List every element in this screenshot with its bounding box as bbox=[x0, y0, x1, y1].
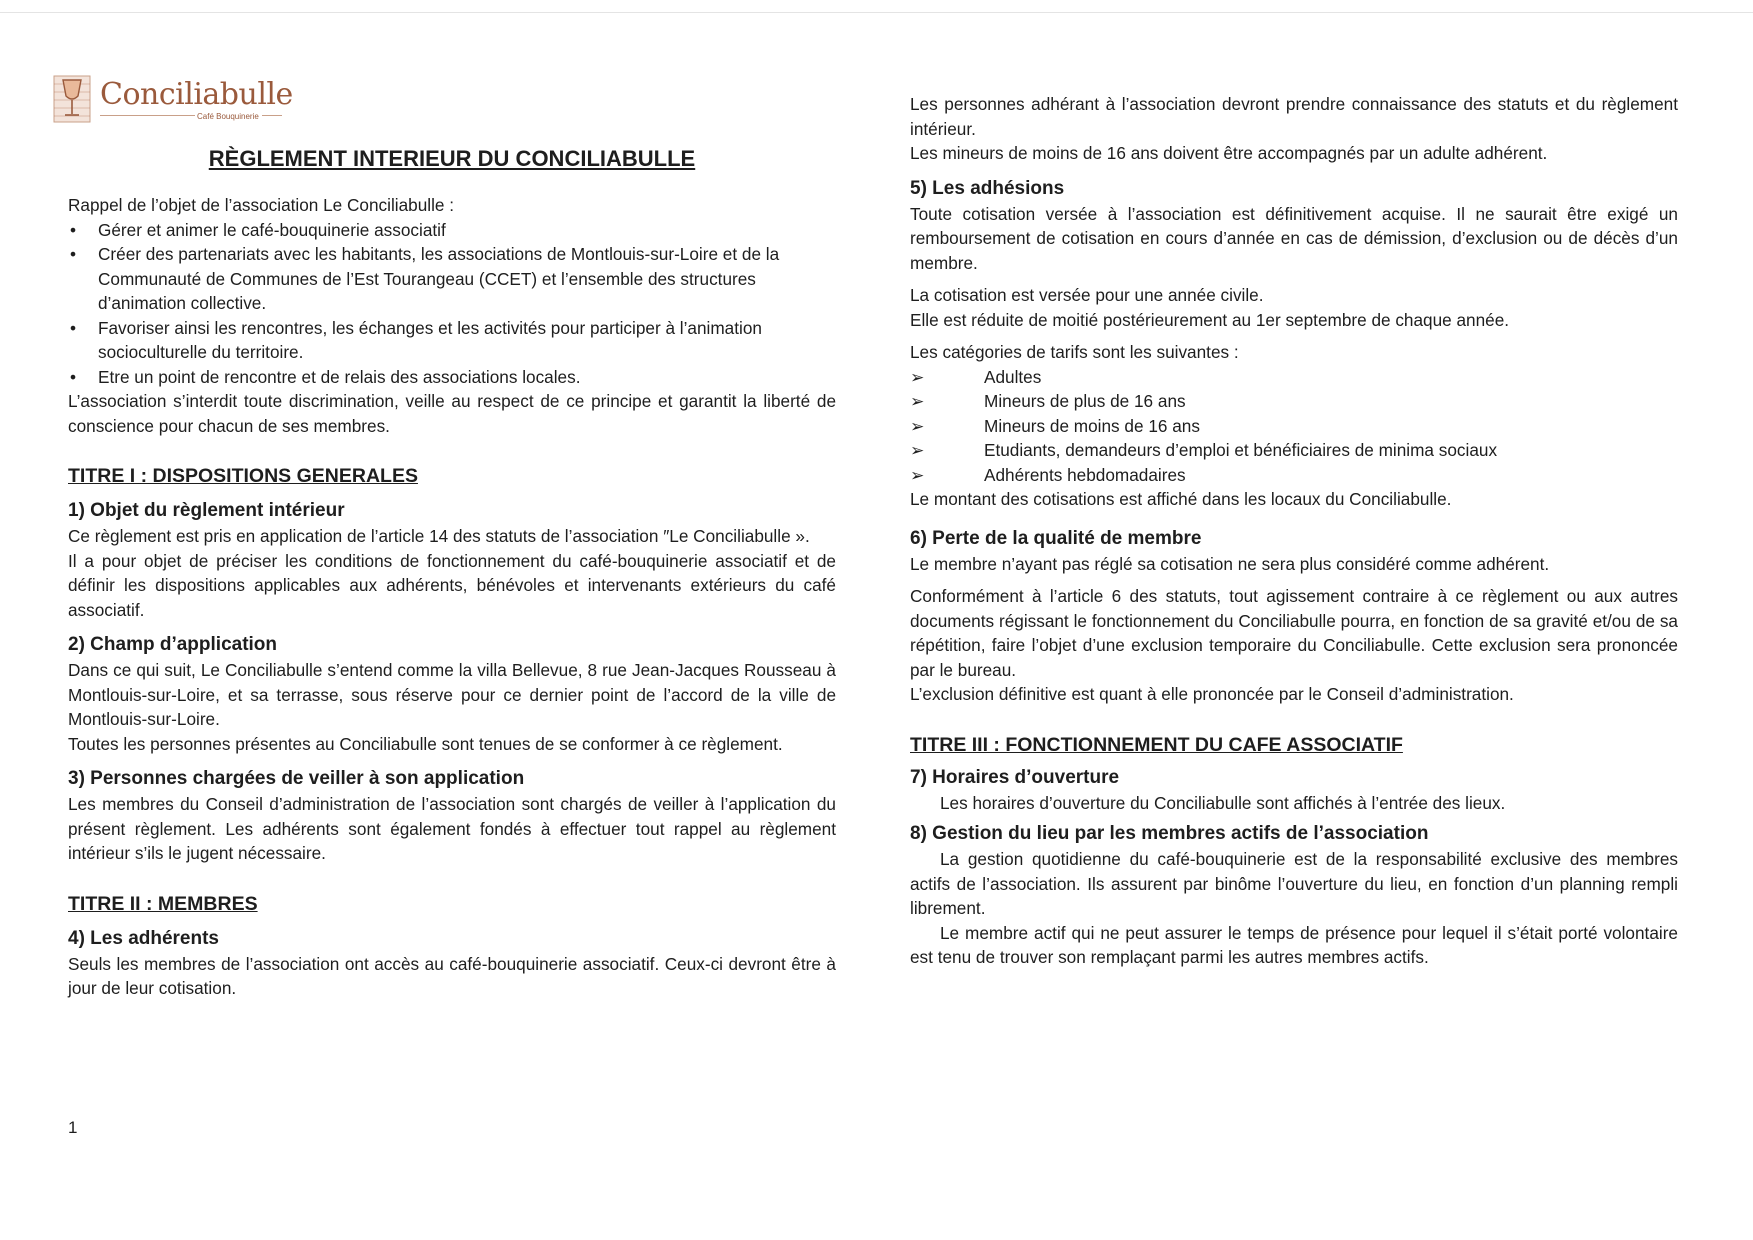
left-column bbox=[68, 193, 836, 1001]
titre2-heading: TITRE II : MEMBRES bbox=[68, 892, 258, 915]
section4-paragraph: Les personnes adhérant à l’association devront prendre connaissance des statuts et du règlement intérieur. bbox=[910, 94, 1678, 139]
section1-paragraph: Ce règlement est pris en application de l’article 14 des statuts de l’association ″Le Conciliabulle ». bbox=[68, 526, 810, 546]
arrow-bullet-icon: ➢ bbox=[910, 415, 925, 436]
intro-closing: L’association s’interdit toute discrimination, veille au respect de ce principe et garantit la liberté de conscience pour chacun de ses membres. bbox=[68, 391, 836, 436]
section5-paragraph: Elle est réduite de moitié postérieurement au 1er septembre de chaque année. bbox=[910, 309, 1510, 330]
document-title: RÈGLEMENT INTERIEUR DU CONCILIABULLE bbox=[208, 146, 696, 171]
section8-paragraph: La gestion quotidienne du café-bouquinerie est de la responsabilité exclusive des membres actifs de l’association. Ils assurent par binôme l’ouverture du lieu, en fonction d’un planning rempli librement. bbox=[910, 849, 1678, 918]
section6-paragraph: L’exclusion définitive est quant à elle prononcée par le Conseil d’administration. bbox=[910, 684, 1514, 704]
section1-paragraph: Il a pour objet de préciser les conditions de fonctionnement du café-bouquinerie associatif et de définir les dispositions applicables aux adhérents, bénévoles et intervenants extérieurs du café associatif. bbox=[68, 550, 836, 620]
intro-bullet bbox=[68, 218, 836, 243]
section5-paragraph: Les catégories de tarifs sont les suivantes : bbox=[910, 342, 1239, 362]
wine-glass-icon bbox=[52, 74, 92, 124]
page-number: 1 bbox=[68, 1118, 78, 1137]
section3-heading: 3) Personnes chargées de veiller à son application bbox=[68, 768, 525, 789]
section5-paragraph: Le montant des cotisations est affiché dans les locaux du Conciliabulle. bbox=[910, 489, 1452, 509]
bullet-text: Etre un point de rencontre et de relais des associations locales. bbox=[98, 366, 581, 387]
section4-paragraph: Les mineurs de moins de 16 ans doivent être accompagnés par un adulte adhérent. bbox=[910, 143, 1548, 163]
section6-heading: 6) Perte de la qualité de membre bbox=[910, 527, 1202, 549]
right-column bbox=[910, 92, 1678, 970]
arrow-bullet-icon: ➢ bbox=[910, 440, 925, 460]
section7-heading: 7) Horaires d’ouverture bbox=[910, 766, 1120, 788]
tariff-category bbox=[910, 389, 1678, 414]
titre1-heading: TITRE I : DISPOSITIONS GENERALES bbox=[68, 465, 418, 487]
intro-bullet bbox=[68, 242, 836, 316]
arrow-bullet-icon: ➢ bbox=[910, 366, 925, 387]
logo-rule bbox=[262, 115, 282, 116]
tariff-category bbox=[910, 438, 1678, 463]
section3-paragraph: Les membres du Conseil d’administration de l’association sont chargés de veiller à l’application du présent règlement. Les adhérents sont également fondés à effectuer tout rappel au règlement intérieur s’ils le jugent nécessaire. bbox=[68, 794, 836, 863]
conciliabulle-logo bbox=[52, 74, 292, 124]
tariff-category bbox=[910, 414, 1678, 439]
bullet-text: Favoriser ainsi les rencontres, les échanges et les activités pour participer à l’animation socioculturelle du territoire. bbox=[98, 317, 762, 362]
arrow-bullet-icon: ➢ bbox=[910, 464, 925, 485]
category-label: Etudiants, demandeurs d’emploi et bénéficiaires de minima sociaux bbox=[984, 440, 1498, 460]
logo-wordmark: Conciliabulle bbox=[100, 77, 293, 112]
section2-paragraph: Toutes les personnes présentes au Conciliabulle sont tenues de se conformer à ce règlement. bbox=[68, 733, 783, 754]
bullet-icon: • bbox=[70, 219, 77, 240]
section2-paragraph: Dans ce qui suit, Le Conciliabulle s’entend comme la villa Bellevue, 8 rue Jean-Jacques Rousseau à Montlouis-sur-Loire, et sa terrasse, sous réserve pour ce dernier point de l’accord de la ville de Montlouis-sur-Loire. bbox=[68, 660, 836, 729]
category-label: Adultes bbox=[984, 366, 1042, 387]
bullet-text: Créer des partenariats avec les habitants, les associations de Montlouis-sur-Loire et de la Communauté de Communes de l’Est Tourangeau (CCET) et l’ensemble des structures d’animation collective. bbox=[98, 244, 780, 313]
category-label: Mineurs de plus de 16 ans bbox=[984, 391, 1186, 411]
section5-paragraph: La cotisation est versée pour une année civile. bbox=[910, 285, 1264, 305]
section1-heading: 1) Objet du règlement intérieur bbox=[68, 500, 345, 521]
arrow-bullet-icon: ➢ bbox=[910, 391, 925, 411]
logo-subtitle: Café Bouquinerie bbox=[197, 112, 259, 121]
tariff-category bbox=[910, 365, 1678, 390]
section4-paragraph: Seuls les membres de l’association ont accès au café-bouquinerie associatif. Ceux-ci devront être à jour de leur cotisation. bbox=[68, 953, 836, 998]
bullet-icon: • bbox=[70, 244, 77, 264]
bullet-icon: • bbox=[70, 366, 77, 387]
intro-bullet bbox=[68, 316, 836, 365]
section7-paragraph: Les horaires d’ouverture du Conciliabulle sont affichés à l’entrée des lieux. bbox=[940, 792, 1506, 813]
section4-heading: 4) Les adhérents bbox=[68, 927, 219, 949]
category-label: Adhérents hebdomadaires bbox=[984, 464, 1186, 485]
section6-paragraph: Conformément à l’article 6 des statuts, tout agissement contraire à ce règlement ou aux autres documents régissant le fonctionnement du Conciliabulle pourra, en fonction de sa gravité et/ou de sa répétition, faire l’objet d’une exclusion temporaire du Conciliabulle. Cette exclusion sera prononcée par le bureau. bbox=[910, 586, 1678, 680]
intro-lead: Rappel de l’objet de l’association Le Conciliabulle : bbox=[68, 195, 455, 215]
section5-heading: 5) Les adhésions bbox=[910, 177, 1065, 199]
bullet-text: Gérer et animer le café-bouquinerie associatif bbox=[98, 219, 446, 240]
scan-top-edge bbox=[0, 12, 1753, 13]
section6-paragraph: Le membre n’ayant pas réglé sa cotisation ne sera plus considéré comme adhérent. bbox=[910, 553, 1550, 574]
section5-paragraph: Toute cotisation versée à l’association est définitivement acquise. Il ne saurait être exigé un remboursement de cotisation en cours d’année en cas de démission, d’exclusion ou de décès d’un membre. bbox=[910, 203, 1678, 273]
tariff-category bbox=[910, 463, 1678, 488]
titre3-heading: TITRE III : FONCTIONNEMENT DU CAFE ASSOCIATIF bbox=[910, 733, 1403, 756]
logo-rule bbox=[100, 115, 195, 116]
section2-heading: 2) Champ d’application bbox=[68, 634, 278, 655]
section8-heading: 8) Gestion du lieu par les membres actifs de l’association bbox=[910, 823, 1429, 844]
section8-paragraph: Le membre actif qui ne peut assurer le temps de présence pour lequel il s’était porté volontaire est tenu de trouver son remplaçant parmi les autres membres actifs. bbox=[910, 922, 1678, 967]
intro-bullet bbox=[68, 365, 836, 390]
category-label: Mineurs de moins de 16 ans bbox=[984, 415, 1200, 436]
bullet-icon: • bbox=[70, 317, 77, 338]
